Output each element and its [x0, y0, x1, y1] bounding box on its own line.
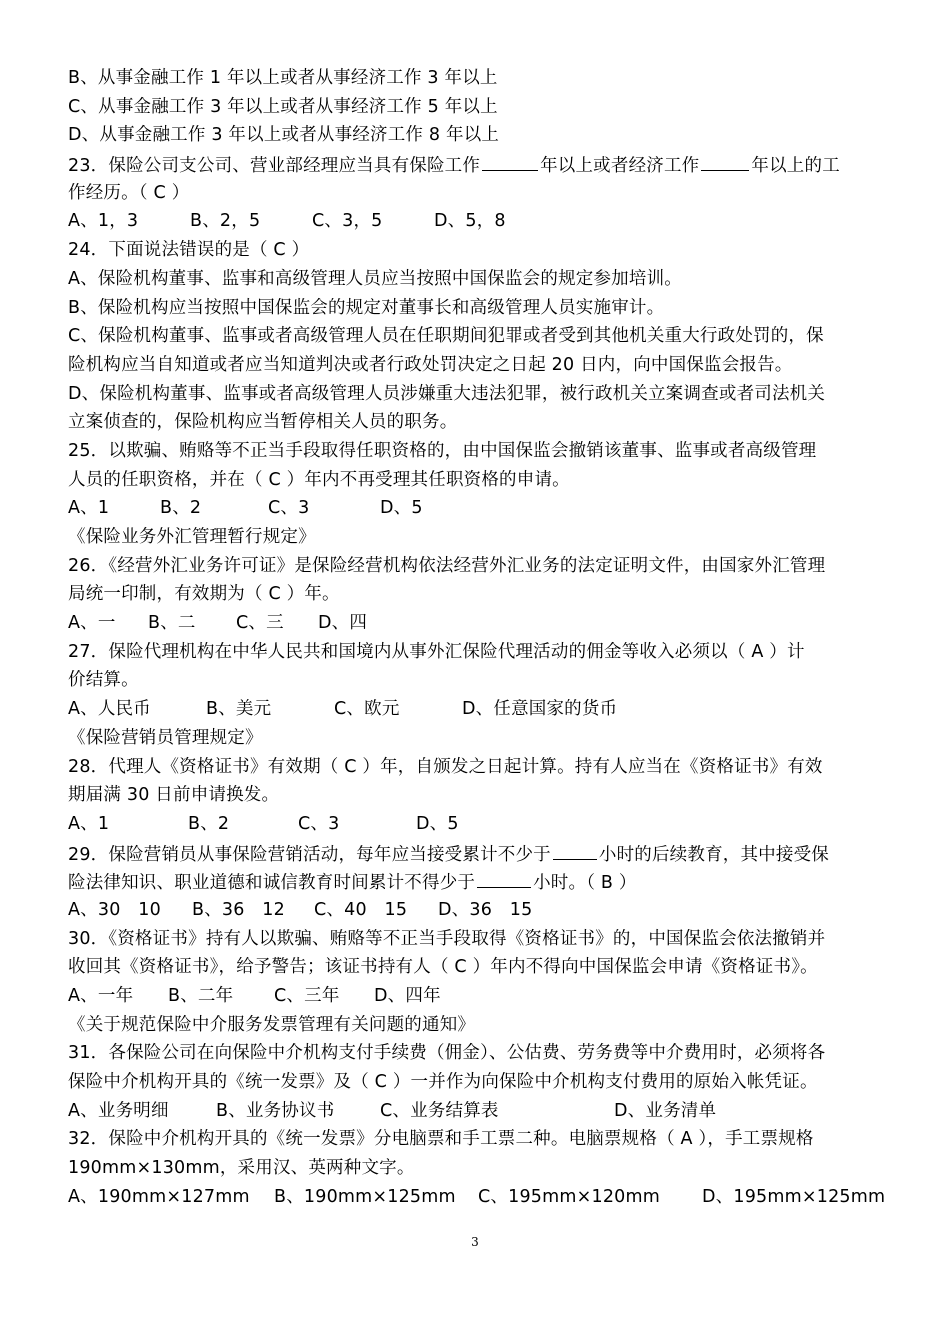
option-a: A、一年	[68, 986, 134, 1006]
question-30-stem: 30．《资格证书》持有人以欺骗、贿赂等不正当手段取得《资格证书》的，中国保监会依法撤销并	[68, 928, 826, 949]
section-heading: 《保险业务外汇管理暂行规定》	[68, 527, 316, 547]
option-d: D、四年	[374, 986, 441, 1006]
option-b: B、2	[160, 498, 202, 519]
option-a: A、人民币	[68, 699, 151, 720]
question-24-option: C、保险机构董事、监事或者高级管理人员在任职期间犯罪或者受到其他机关重大行政处罚的，保	[68, 326, 824, 347]
question-28-stem-cont: 期届满 30 日前申请换发。	[68, 785, 280, 806]
option-c: C、三	[236, 613, 284, 634]
question-24-option: 立案侦查的，保险机构应当暂停相关人员的职务。	[68, 412, 458, 433]
text-line: B、从事金融工作 1 年以上或者从事经济工作 3 年以上	[68, 68, 498, 88]
option-c: C、40 15	[314, 899, 408, 920]
option-d: D、5，8	[434, 211, 506, 232]
option-d: D、5	[416, 813, 459, 834]
text-segment: 小时的后续教育，其中接受保	[598, 844, 829, 865]
option-b: B、190mm×125mm	[274, 1186, 456, 1207]
option-a: A、30 10	[68, 899, 161, 920]
option-c: C、欧元	[334, 699, 400, 720]
option-c: C、3	[268, 498, 310, 519]
option-c: C、3，5	[312, 211, 383, 232]
question-32-stem-cont: 190mm×130mm，采用汉、英两种文字。	[68, 1158, 415, 1179]
question-28-options	[68, 810, 886, 839]
option-a: A、业务明细	[68, 1100, 169, 1121]
question-24-option: 险机构应当自知道或者应当知道判决或者行政处罚决定之日起 20 日内，向中国保监会报告。	[68, 354, 793, 375]
question-31-stem: 31．各保险公司在向保险中介机构支付手续费（佣金）、公估费、劳务费等中介费用时，必须将各	[68, 1043, 826, 1064]
option-b: B、2	[188, 813, 230, 834]
text-segment: 年以上或者经济工作	[540, 156, 700, 177]
fill-blank	[553, 839, 597, 860]
question-31-stem-cont: 保险中介机构开具的《统一发票》及（ C ）一并作为向保险中介机构支付费用的原始入帐凭证。	[68, 1072, 818, 1093]
text-segment: 年以上的工	[751, 156, 840, 177]
option-c: C、195mm×120mm	[478, 1186, 660, 1207]
option-a: A、1	[68, 813, 110, 834]
question-32-options	[68, 1183, 886, 1212]
question-31-options	[68, 1097, 886, 1126]
question-23-stem	[68, 150, 886, 179]
option-d: D、业务清单	[614, 1100, 717, 1121]
option-c: C、3	[298, 813, 340, 834]
question-24-stem: 24．下面说法错误的是（ C ）	[68, 240, 310, 261]
option-b: B、业务协议书	[216, 1100, 335, 1121]
option-c: C、业务结算表	[380, 1100, 499, 1121]
option-b: B、36 12	[192, 899, 285, 920]
section-heading: 《保险营销员管理规定》	[68, 727, 263, 748]
question-25-stem-cont: 人员的任职资格，并在（ C ）年内不再受理其任职资格的申请。	[68, 469, 570, 490]
option-d: D、36 15	[438, 899, 533, 920]
option-d: D、195mm×125mm	[702, 1186, 886, 1207]
option-a: A、一	[68, 613, 116, 634]
text-line: D、从事金融工作 3 年以上或者从事经济工作 8 年以上	[68, 125, 500, 146]
question-23-options	[68, 207, 886, 236]
question-25-options	[68, 494, 886, 523]
option-b: B、美元	[206, 699, 272, 720]
option-a: A、190mm×127mm	[68, 1186, 250, 1207]
question-27-options	[68, 695, 886, 724]
option-d: D、5	[380, 498, 423, 519]
option-a: A、1	[68, 498, 110, 519]
section-heading: 《关于规范保险中介服务发票管理有关问题的通知》	[68, 1014, 476, 1035]
question-29-options	[68, 896, 886, 925]
question-24-option: A、保险机构董事、监事和高级管理人员应当按照中国保监会的规定参加培训。	[68, 268, 682, 289]
fill-blank	[477, 867, 531, 888]
question-32-stem: 32．保险中介机构开具的《统一发票》分电脑票和手工票二种。电脑票规格（ A ），手工票规格	[68, 1129, 814, 1150]
option-c: C、三年	[274, 986, 340, 1006]
option-b: B、二年	[168, 986, 234, 1006]
text-segment: 险法律知识、职业道德和诚信教育时间累计不得少于	[68, 873, 476, 894]
question-30-options	[68, 982, 886, 1011]
option-d: D、四	[318, 613, 368, 634]
question-29-stem	[68, 839, 886, 868]
option-b: B、2，5	[190, 211, 261, 232]
question-29-stem-cont	[68, 867, 886, 896]
question-27-stem-cont: 价结算。	[68, 670, 139, 691]
question-26-options	[68, 609, 886, 638]
question-24-option: D、保险机构董事、监事或者高级管理人员涉嫌重大违法犯罪，被行政机关立案调查或者司法机关	[68, 383, 826, 404]
option-a: A、1，3	[68, 211, 139, 232]
page-number: 3	[471, 1235, 479, 1249]
question-24-option: B、保险机构应当按照中国保监会的规定对董事长和高级管理人员实施审计。	[68, 297, 665, 318]
fill-blank	[701, 150, 749, 171]
option-d: D、任意国家的货币	[462, 699, 618, 720]
question-26-stem: 26．《经营外汇业务许可证》是保险经营机构依法经营外汇业务的法定证明文件，由国家外汇管理	[68, 555, 826, 576]
question-27-stem: 27．保险代理机构在中华人民共和国境内从事外汇保险代理活动的佣金等收入必须以（ A ）计	[68, 641, 805, 662]
text-segment: 23．保险公司支公司、营业部经理应当具有保险工作	[68, 156, 481, 177]
text-segment: 小时。（ B ）	[533, 873, 637, 894]
text-segment: 29．保险营销员从事保险营销活动，每年应当接受累计不少于	[68, 844, 551, 865]
question-28-stem: 28．代理人《资格证书》有效期（ C ）年，自颁发之日起计算。持有人应当在《资格证书》有效	[68, 756, 823, 777]
question-26-stem-cont: 局统一印制，有效期为（ C ）年。	[68, 584, 340, 605]
question-25-stem: 25．以欺骗、贿赂等不正当手段取得任职资格的，由中国保监会撤销该董事、监事或者高级管理	[68, 440, 817, 461]
option-b: B、二	[148, 613, 196, 634]
question-23-stem-cont: 作经历。（ C ）	[68, 182, 190, 203]
question-30-stem-cont: 收回其《资格证书》，给予警告；该证书持有人（ C ）年内不得向中国保监会申请《资格证书》。	[68, 957, 818, 978]
page-content	[68, 64, 886, 1212]
text-line: C、从事金融工作 3 年以上或者从事经济工作 5 年以上	[68, 96, 498, 117]
fill-blank	[482, 150, 538, 171]
